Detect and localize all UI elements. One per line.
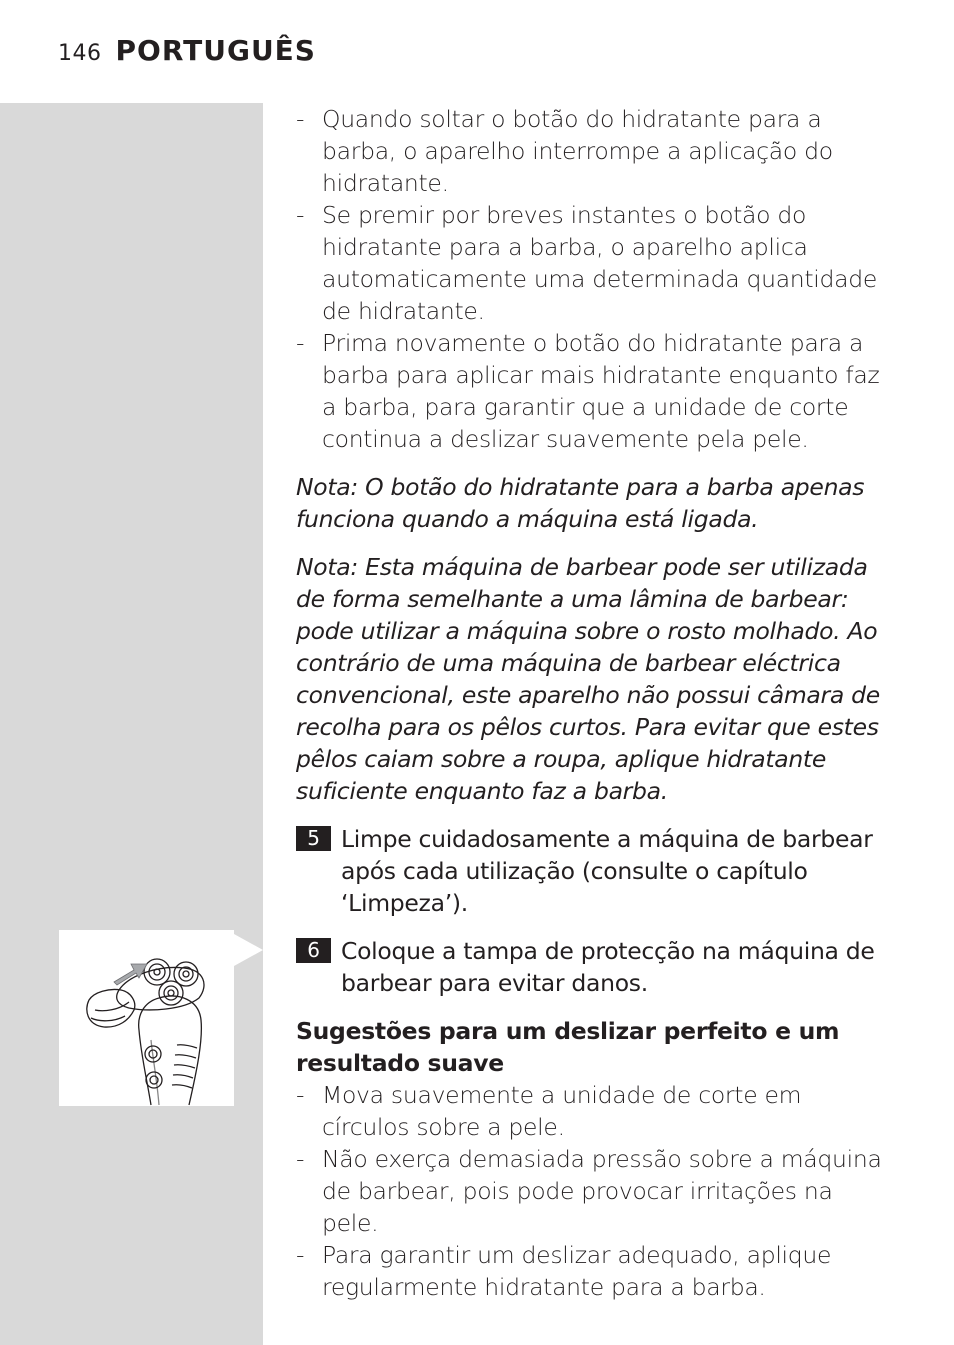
- list-item: - Para garantir um deslizar adequado, aplique regularmente hidratante para a barba.: [296, 1239, 892, 1303]
- language-title: PORTUGUÊS: [115, 34, 316, 67]
- step-6: [296, 935, 892, 999]
- tips-bullet-list: [296, 1079, 892, 1303]
- main-content: [296, 103, 892, 1303]
- step-number-badge: 5: [296, 826, 331, 851]
- sidebar-gray-column: [0, 103, 263, 1345]
- list-item: - Se premir por breves instantes o botão do hidratante para a barba, o aparelho aplica automaticamente uma determinada quantidade de hidratante.: [296, 199, 892, 327]
- list-item: - Quando soltar o botão do hidratante para a barba, o aparelho interrompe a aplicação do hidratante.: [296, 103, 892, 199]
- note-wet-use: Nota: Esta máquina de barbear pode ser utilizada de forma semelhante a uma lâmina de barbear: pode utilizar a máquina sobre o rosto molhado. Ao contrário de uma máquina de barbear eléctrica convencional, este aparelho não possui câmara de recolha para os pêlos curtos. Para evitar que estes pêlos caiam sobre a roupa, aplique hidratante suficiente enquanto faz a barba.: [296, 553, 880, 805]
- note-button-function: Nota: O botão do hidratante para a barba apenas funciona quando a máquina está ligada.: [296, 473, 865, 533]
- list-item: - Mova suavemente a unidade de corte em círculos sobre a pele.: [296, 1079, 892, 1143]
- page-header: [58, 34, 316, 74]
- step-number-badge: 6: [296, 938, 331, 963]
- page-number: 146: [58, 41, 102, 66]
- step-5: [296, 823, 892, 919]
- list-item: - Prima novamente o botão do hidratante para a barba para aplicar mais hidratante enquanto faz a barba, para garantir que a unidade de corte continua a deslizar suavemente pela pele.: [296, 327, 892, 455]
- intro-bullet-list: [296, 103, 892, 455]
- list-item: - Não exerça demasiada pressão sobre a máquina de barbear, pois pode provocar irritações na pele.: [296, 1143, 892, 1239]
- step-text: Coloque a tampa de protecção na máquina de barbear para evitar danos.: [341, 937, 875, 997]
- step-text: Limpe cuidadosamente a máquina de barbear após cada utilização (consulte o capítulo ‘Limpeza’).: [341, 825, 873, 917]
- tips-heading: Sugestões para um deslizar perfeito e um resultado suave: [296, 1017, 840, 1077]
- shaver-protection-cap-illustration-icon: [59, 930, 234, 1106]
- shaver-illustration: [59, 930, 234, 1106]
- illustration-pointer: [234, 934, 263, 966]
